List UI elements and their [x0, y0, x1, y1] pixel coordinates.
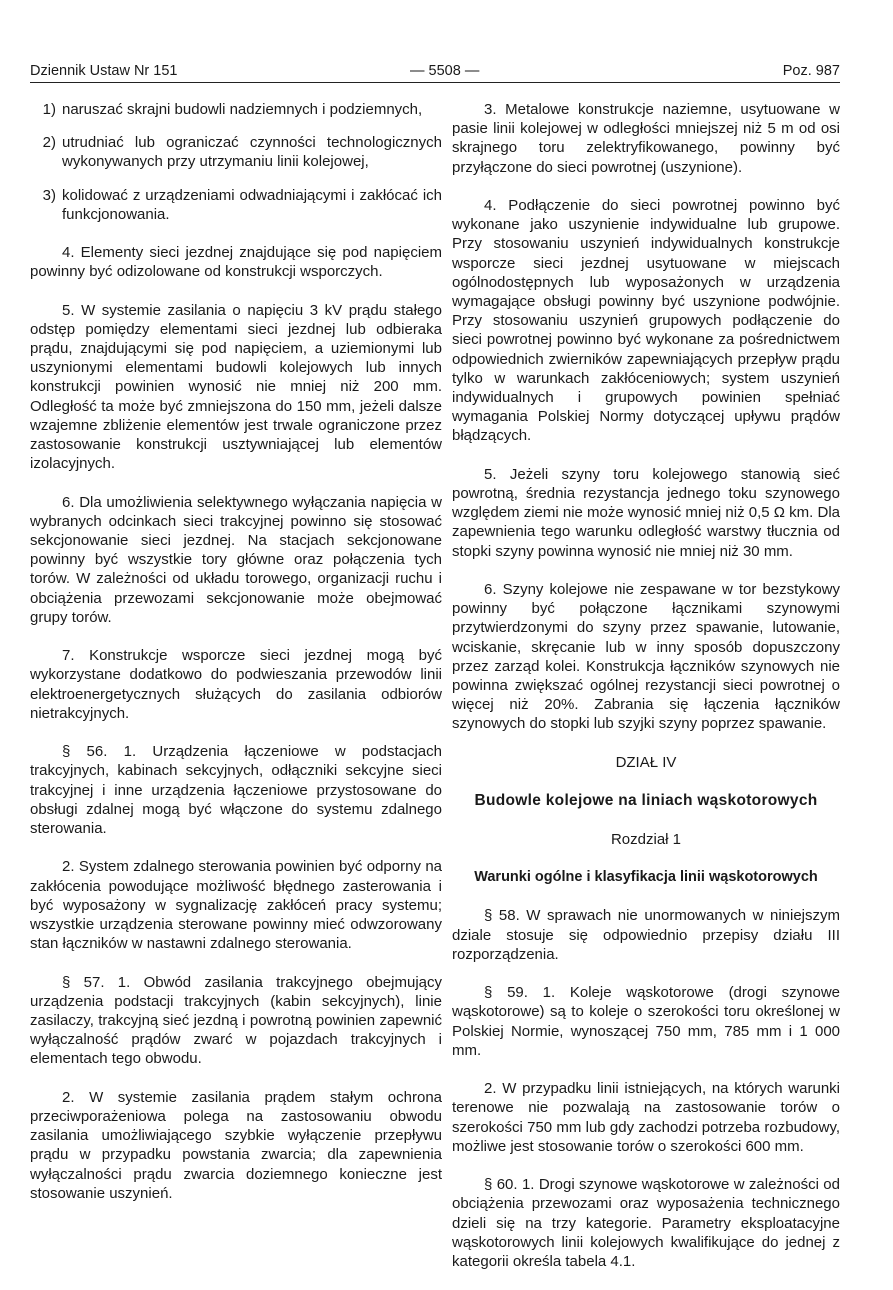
paragraph: § 59. 1. Koleje wąskotorowe (drogi szynowe wąskotorowe) są to koleje o szerokości toru określonej w Polskiej Normie, wynoszącej 750 mm, 785 mm i 1 000 mm. — [452, 984, 840, 1059]
paragraph: 7. Konstrukcje wsporcze sieci jezdnej mogą być wykorzystane dodatkowo do podwieszania przewodów linii elektroenergetycznych służących do zasilania odbiorów nietrakcyjnych. — [30, 647, 442, 722]
list-item-text: kolidować z urządzeniami odwadniającymi i zakłócać ich funkcjonowania. — [62, 186, 442, 223]
paragraph: 6. Szyny kolejowe nie zespawane w tor bezstykowy powinny być połączone łącznikami szynowymi przytwierdzonymi do szyny przez spawanie, lutowanie, wciskanie, skręcanie lub w inny sposób dopuszczony przez zarząd kolei. Konstrukcja łączników szynowych nie powinna zwiększać ogólnej rezystancji sieci powrotnej o więcej niż 20%. Zabrania się łączenia łączników szynowych do stopki lub szyjki szyny poprzez spawanie. — [452, 581, 840, 733]
left-column — [30, 100, 442, 1222]
paragraph: 2. System zdalnego sterowania powinien być odporny na zakłócenia powodujące możliwość błędnego zasterowania i być wyposażony w sygnalizację zakłóceń pracy systemu; wszystkie urządzenia sterowane powinny mieć odwzorowany stan łączników w nastawni zdalnego sterowania. — [30, 858, 442, 953]
paragraph: § 56. 1. Urządzenia łączeniowe w podstacjach trakcyjnych, kabinach sekcyjnych, odłączniki sekcyjne sieci trakcyjnej i inne urządzenia łączeniowe przystosowane do obsługi zdalnej mogą być włączone do systemu zdalnego sterowania. — [30, 743, 442, 838]
section-title: Budowle kolejowe na liniach wąskotorowych — [474, 792, 818, 810]
chapter-heading: Rozdział 1 — [610, 830, 682, 848]
paragraph: § 57. 1. Obwód zasilania trakcyjnego obejmujący urządzenia podstacji trakcyjnych (kabin sekcyjnych), linie zasilaczy, trakcyjną sieć jezdną i powrotną powinien zapewnić wyłączalność prądów zwarć w pojazdach trakcyjnych i elementach tego obwodu. — [30, 973, 442, 1068]
paragraph: 5. Jeżeli szyny toru kolejowego stanowią sieć powrotną, średnia rezystancja jednego toku szynowego względem ziemi nie może wynosić mniej niż 0,5 Ω km. Dla zapewnienia tego warunku odległość warstwy tłucznia od stopki szyny powinna wynosić nie mniej niż 30 mm. — [452, 465, 841, 560]
paragraph: 5. W systemie zasilania o napięciu 3 kV prądu stałego odstęp pomiędzy elementami sieci jezdnej lub odbieraka prądu, znajdującymi się pod napięciem, a uziemionymi lub uszynionymi elementami budowli kolejowych lub innych konstrukcji powinien wynosić nie mniej niż 200 mm. Odległość ta może być zmniejszona do 150 mm, jeżeli dalsze wzajemne zbliżenie elementów jest trwale ograniczone przez zastosowanie konstrukcji usztywniającej lub elementów izolacyjnych. — [30, 301, 442, 473]
paragraph: § 58. W sprawach nie unormowanych w niniejszym dziale stosuje się odpowiednio przepisy działu III rozporządzenia. — [452, 907, 840, 963]
page-number: — 5508 — — [410, 63, 480, 79]
chapter-title: Warunki ogólne i klasyfikacja linii wąskotorowych — [474, 869, 818, 886]
paragraph: § 60. 1. Drogi szynowe wąskotorowe w zależności od obciążenia przewozami oraz wyposażenia technicznego dzieli się na trzy kategorie. Parametry eksploatacyjne wąskotorowych linii kolejowych kwalifikujące do jednej z kategorii określa tabela 4.1. — [452, 1176, 840, 1271]
paragraph: 3. Metalowe konstrukcje naziemne, usytuowane w pasie linii kolejowej w odległości mniejszej niż 5 m od osi skrajnego toru zelektryfikowanego, powinny być przyłączone do sieci powrotnej (uszynione). — [452, 101, 840, 176]
list-item — [30, 100, 442, 119]
right-column — [452, 100, 840, 1290]
list-item-number: 2) — [42, 134, 56, 152]
paragraph: 6. Dla umożliwienia selektywnego wyłączania napięcia w wybranych odcinkach sieci trakcyjnej powinno się stosować sekcjonowanie sieci jezdnej. Na stacjach sekcjonowane powinny być wszystkie tory główne oraz połączenia tych torów. W zależności od układu torowego, organizacji ruchu i obciążenia przewozami sekcjonowanie może obejmować grupy torów. — [30, 493, 442, 626]
position-number: Poz. 987 — [782, 63, 840, 79]
list-item-text: utrudniać lub ograniczać czynności technologicznych wykonywanych przy utrzymaniu linii kolejowej, — [62, 134, 442, 171]
list-item — [30, 133, 442, 171]
list-item-number: 3) — [42, 186, 56, 204]
paragraph: 4. Elementy sieci jezdnej znajdujące się pod napięciem powinny być odizolowane od konstrukcji wsporczych. — [30, 244, 442, 281]
list-item — [30, 186, 442, 224]
paragraph: 4. Podłączenie do sieci powrotnej powinno być wykonane jako uszynienie indywidualne lub grupowe. Przy stosowaniu uszynień indywidualnych konstrukcje wsporcze sieci jezdnej usytuowane w miejscach ogólnodostępnych lub wyposażonych w urządzenia wymagające obsługi powinny być uszynione podwójnie. Przy stosowaniu uszynień grupowych podłączenie do sieci powrotnej powinno być wykonane za pośrednictwem odpowiednich zwierników zapewniających przepływ prądu tylko w warunkach zakłóceniowych; system uszynień indywidualnych i grupowych powinien spełniać wymagania Polskiej Normy dotyczącej upływu prądów błądzących. — [452, 197, 840, 445]
journal-title: Dziennik Ustaw Nr 151 — [30, 63, 178, 79]
header-rule — [30, 82, 840, 83]
list-item-text: naruszać skrajni budowli nadziemnych i podziemnych, — [62, 101, 423, 118]
section-heading: DZIAŁ IV — [615, 753, 677, 771]
list-item-number: 1) — [42, 101, 56, 118]
paragraph: 2. W przypadku linii istniejących, na których warunki terenowe nie pozwalają na zastosowanie torów o szerokości 750 mm lub gdy zachodzi potrzeba rozbudowy, możliwe jest stosowanie torów o szerokości 600 mm. — [452, 1080, 840, 1155]
paragraph: 2. W systemie zasilania prądem stałym ochrona przeciwporażeniowa polega na zastosowaniu obwodu zasilania umożliwiającego szybkie wyłączenie przepływu prądu w przypadku powstania zwarcia; dla zapewnienia wyłączalności prądu zwarcia doziemnego konieczne jest stosowanie uszynień. — [30, 1088, 442, 1202]
